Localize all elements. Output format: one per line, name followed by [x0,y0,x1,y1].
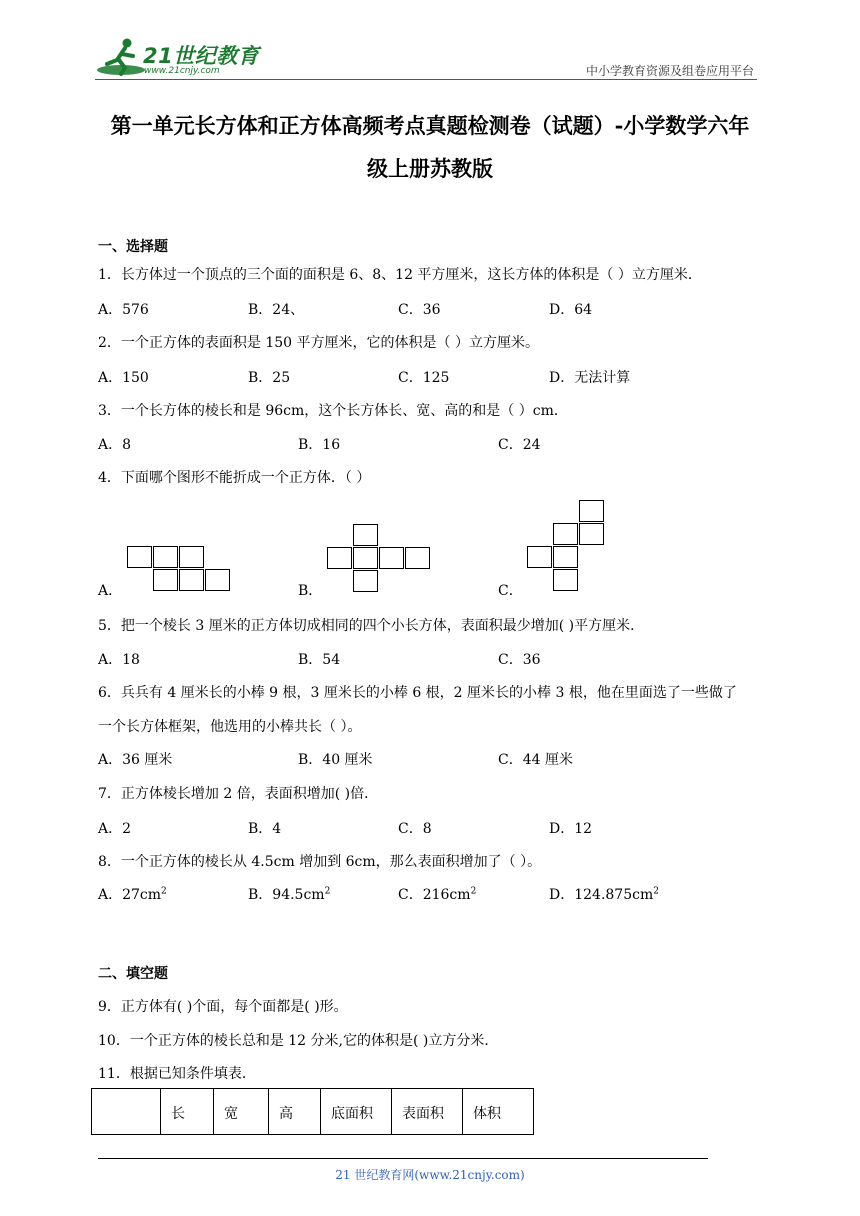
header-platform-text: 中小学教育资源及组卷应用平台 [585,64,754,78]
question-4: 4．下面哪个图形不能折成一个正方体．（ ） [98,470,371,486]
table-header-cell: 体积 [463,1089,534,1135]
question-9: 9．正方体有( )个面，每个面都是( )形。 [98,999,348,1015]
table-header-cell: 长 [161,1089,214,1135]
q8-option-a: A．$27cm^2$ [98,886,167,903]
question-6-line1: 6．兵兵有 4 厘米长的小棒 9 根，3 厘米长的小棒 6 根，2 厘米长的小棒 3 根，他在里面选了一些做了 [98,685,737,701]
question-11: 11．根据已知条件填表． [98,1066,256,1082]
q5-option-b: B．54 [298,652,341,668]
q2-option-b: B．25 [248,370,291,386]
logo-text: 21世纪教育 [143,44,260,68]
q6-option-a: A．36 厘米 [98,752,173,768]
q5-option-c: C．36 [498,652,541,668]
question-8: 8．一个正方体的棱长从 4.5cm 增加到 6cm，那么表面积增加了（ ）。 [98,854,542,870]
q1-option-d: D．64 [549,302,593,318]
q7-option-c: C．8 [398,821,432,837]
question-7: 7．正方体棱长增加 2 倍，表面积增加( )倍． [98,786,379,802]
q5-option-a: A．18 [98,652,140,668]
q7-option-d: D．12 [549,821,593,837]
table-header-cell [92,1089,161,1135]
table-header-cell: 高 [269,1089,321,1135]
table-row [92,1089,534,1135]
footer-divider [98,1158,708,1159]
q2-option-d: D．无法计算 [549,370,631,386]
q8-option-b: B．$94.5cm^2$ [248,886,331,903]
footer-text: 21 世纪教育网(www.21cnjy.com) [335,1168,525,1182]
q6-option-b: B．40 厘米 [298,752,373,768]
header-divider [95,79,757,80]
q7-option-a: A．2 [98,821,132,837]
q8-option-d: D．$124.875cm^2$ [549,886,659,903]
question-2: 2．一个正方体的表面积是 150 平方厘米，它的体积是（ ）立方厘米。 [98,335,539,351]
q1-option-b: B．24、 [248,302,305,318]
page-title-line2: 级上册苏教版 [367,156,493,181]
question-10: 10．一个正方体的棱长总和是 12 分米,它的体积是( )立方分米． [98,1033,499,1049]
table-header-cell: 宽 [214,1089,269,1135]
q7-option-b: B．4 [248,821,282,837]
q1-option-c: C．36 [398,302,441,318]
q3-option-a: A．8 [98,437,132,453]
q4-option-a: A． [98,583,123,599]
logo-url: www.21cnjy.com [144,66,220,76]
section-heading-choice: 一、选择题 [98,239,168,255]
page-title-line1: 第一单元长方体和正方体高频考点真题检测卷（试题）-小学数学六年 [110,113,750,138]
q8-option-c: C．$216cm^2$ [398,886,477,903]
q4-option-b: B． [298,583,323,599]
question-5: 5．把一个棱长 3 厘米的正方体切成相同的四个小长方体，表面积最少增加( )平方厘米． [98,618,645,634]
table-header-cell: 底面积 [321,1089,392,1135]
q2-option-a: A．150 [98,370,149,386]
table-header-cell: 表面积 [392,1089,463,1135]
question-3: 3．一个长方体的棱长和是 96cm，这个长方体长、宽、高的和是（ ）cm． [98,403,568,419]
question-1: 1．长方体过一个顶点的三个面的面积是 6、8、12 平方厘米，这长方体的体积是（ ）立方厘米． [98,267,702,283]
q3-option-b: B．16 [298,437,341,453]
q2-option-c: C．125 [398,370,450,386]
q6-option-c: C．44 厘米 [498,752,573,768]
q4-option-c: C． [498,583,523,599]
section-heading-fill: 二、填空题 [98,966,168,982]
question-6-line2: 一个长方体框架，他选用的小棒共长（ ）。 [98,719,362,735]
q3-option-c: C．24 [498,437,541,453]
q1-option-a: A．576 [98,302,149,318]
fill-table [91,1088,534,1135]
